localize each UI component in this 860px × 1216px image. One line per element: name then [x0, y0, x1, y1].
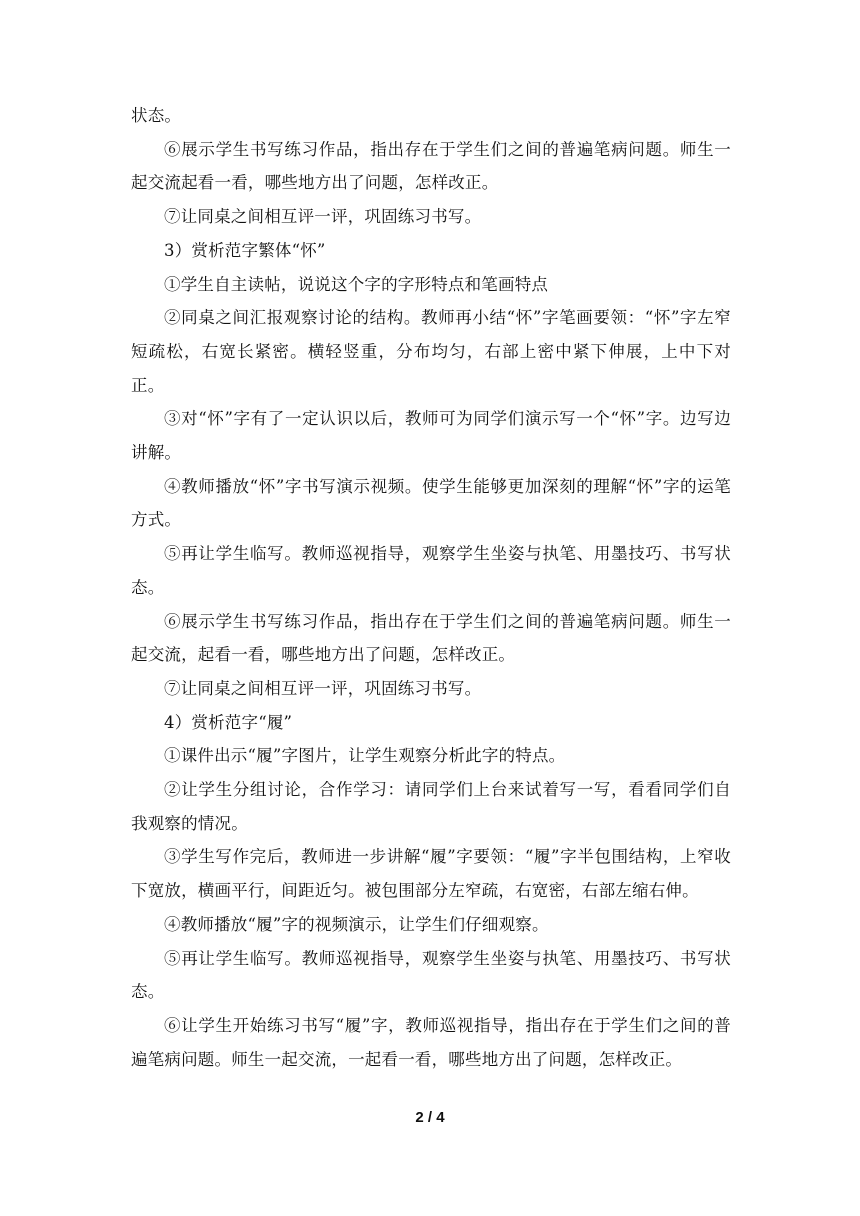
paragraph: ⑥让学生开始练习书写“履”字，教师巡视指导，指出存在于学生们之间的普遍笔病问题。师生一起交流，一起看一看，哪些地方出了问题，怎样改正。 [131, 1015, 731, 1069]
paragraph: 状态。 [131, 106, 182, 125]
paragraph: ①课件出示“履”字图片，让学生观察分析此字的特点。 [164, 746, 566, 766]
paragraph: ①学生自主读帖，说说这个字的字形特点和笔画特点 [164, 274, 549, 294]
paragraph: 4）赏析范字“履” [164, 712, 293, 732]
paragraph: ⑥展示学生书写练习作品，指出存在于学生们之间的普遍笔病问题。师生一起交流起看一看，哪些地方出了问题，怎样改正。 [131, 139, 731, 193]
page-number: 2 / 4 [415, 1109, 445, 1126]
paragraph: ②同桌之间汇报观察讨论的结构。教师再小结“怀”字笔画要领：“怀”字左窄短疏松，右宽长紧密。横轻竖重，分布均匀，右部上密中紧下伸展，上中下对正。 [131, 308, 731, 395]
paragraph: ③学生写作完后，教师进一步讲解“履”字要领：“履”字半包围结构，上窄收下宽放，横画平行，间距近匀。被包围部分左窄疏，右宽密，右部左缩右伸。 [131, 847, 731, 901]
paragraph: ⑤再让学生临写。教师巡视指导，观察学生坐姿与执笔、用墨技巧、书写状态。 [131, 544, 731, 597]
paragraph: ⑥展示学生书写练习作品，指出存在于学生们之间的普遍笔病问题。师生一起交流，起看一看，哪些地方出了问题，怎样改正。 [131, 611, 731, 665]
paragraph: ②让学生分组讨论，合作学习：请同学们上台来试着写一写，看看同学们自我观察的情况。 [131, 780, 731, 833]
paragraph: ⑦让同桌之间相互评一评，巩固练习书写。 [164, 678, 482, 698]
paragraph: ⑤再让学生临写。教师巡视指导，观察学生坐姿与执笔、用墨技巧、书写状态。 [131, 948, 731, 1002]
paragraph: ④教师播放“怀”字书写演示视频。使学生能够更加深刻的理解“怀”字的运笔方式。 [131, 476, 731, 530]
paragraph: ⑦让同桌之间相互评一评，巩固练习书写。 [164, 207, 482, 227]
paragraph: ③对“怀”字有了一定认识以后，教师可为同学们演示写一个“怀”字。边写边讲解。 [131, 409, 731, 463]
paragraph: ④教师播放“履”字的视频演示，让学生们仔细观察。 [164, 914, 549, 934]
document-body [131, 99, 731, 1076]
paragraph: 3）赏析范字繁体“怀” [164, 240, 326, 260]
